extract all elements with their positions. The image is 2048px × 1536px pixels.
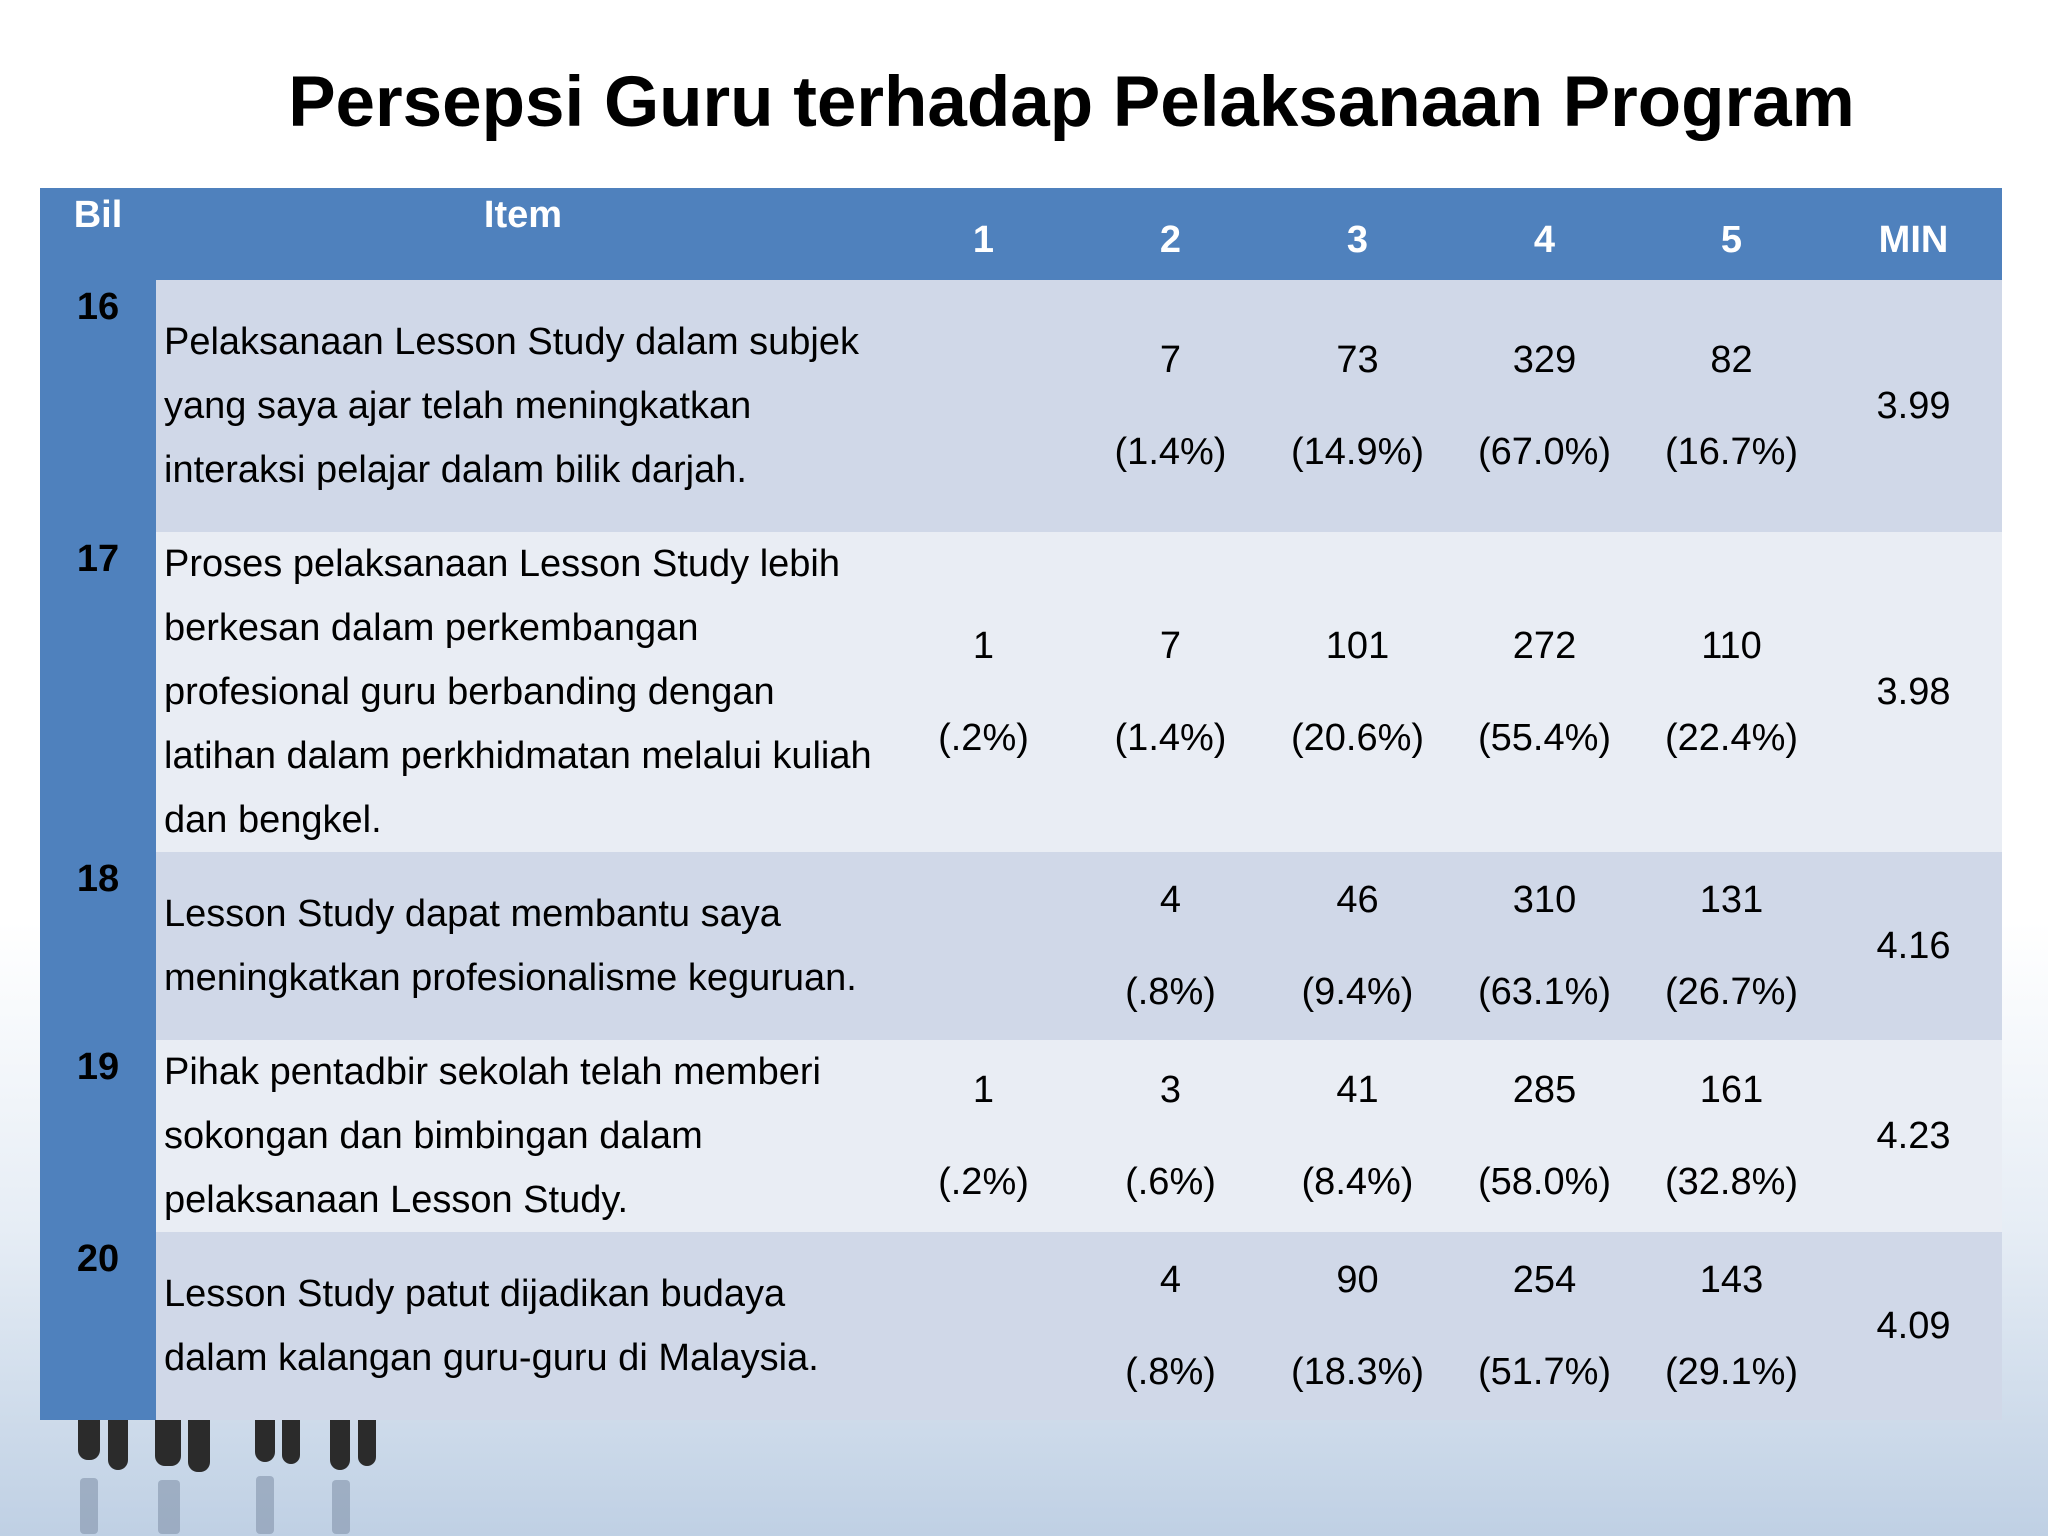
scale-5-cell <box>1638 852 1825 1040</box>
count-value: 3 <box>1159 1069 1182 1111</box>
percent-value: (9.4%) <box>1301 971 1414 1013</box>
header-scale-2: 2 <box>1077 188 1264 280</box>
scale-2-cell <box>1077 532 1264 852</box>
scale-2-cell <box>1077 1040 1264 1232</box>
scale-3-cell <box>1264 852 1451 1040</box>
count-value: 329 <box>1512 339 1577 381</box>
min-value: 4.23 <box>1825 1040 2002 1232</box>
percent-value: (18.3%) <box>1290 1351 1425 1393</box>
scale-2-cell <box>1077 852 1264 1040</box>
percent-value: (63.1%) <box>1477 971 1612 1013</box>
count-value: 272 <box>1512 625 1577 667</box>
scale-1-cell <box>890 280 1077 532</box>
table-row <box>40 280 2002 532</box>
percent-value: (32.8%) <box>1664 1161 1799 1203</box>
scale-5-cell <box>1638 280 1825 532</box>
count-value: 254 <box>1512 1259 1577 1301</box>
percent-value: (55.4%) <box>1477 717 1612 759</box>
count-value: 90 <box>1336 1259 1379 1301</box>
percent-value: (14.9%) <box>1290 431 1425 473</box>
scale-1-cell <box>890 532 1077 852</box>
count-value: 143 <box>1699 1259 1764 1301</box>
header-scale-5: 5 <box>1638 188 1825 280</box>
count-value: 82 <box>1710 339 1753 381</box>
table-row <box>40 532 2002 852</box>
row-number: 17 <box>40 532 156 852</box>
count-value: 131 <box>1699 879 1764 921</box>
header-scale-4: 4 <box>1451 188 1638 280</box>
scale-5-cell <box>1638 532 1825 852</box>
percent-value: (22.4%) <box>1664 717 1799 759</box>
row-number: 20 <box>40 1232 156 1420</box>
percent-value: (.2%) <box>938 717 1029 759</box>
scale-3-cell <box>1264 280 1451 532</box>
min-value: 4.16 <box>1825 852 2002 1040</box>
percent-value: (.8%) <box>1125 971 1216 1013</box>
header-scale-3: 3 <box>1264 188 1451 280</box>
count-value: 7 <box>1159 339 1182 381</box>
item-text: Lesson Study dapat membantu saya meningkatkan profesionalisme keguruan. <box>156 852 890 1040</box>
count-value: 4 <box>1159 1259 1182 1301</box>
percent-value: (.6%) <box>1125 1161 1216 1203</box>
scale-1-cell <box>890 1040 1077 1232</box>
scale-3-cell <box>1264 532 1451 852</box>
count-value: 1 <box>972 625 995 667</box>
scale-1-cell <box>890 852 1077 1040</box>
min-value: 3.99 <box>1825 280 2002 532</box>
table-row <box>40 1232 2002 1420</box>
item-text: Pihak pentadbir sekolah telah memberi sokongan dan bimbingan dalam pelaksanaan Lesson Study. <box>156 1040 890 1232</box>
scale-5-cell <box>1638 1040 1825 1232</box>
count-value: 161 <box>1699 1069 1764 1111</box>
count-value: 46 <box>1336 879 1379 921</box>
people-silhouettes-image <box>60 1400 400 1536</box>
scale-4-cell <box>1451 852 1638 1040</box>
table-header-row <box>40 188 2002 280</box>
row-number: 16 <box>40 280 156 532</box>
scale-3-cell <box>1264 1232 1451 1420</box>
scale-4-cell <box>1451 1232 1638 1420</box>
header-scale-1: 1 <box>890 188 1077 280</box>
percent-value: (16.7%) <box>1664 431 1799 473</box>
scale-2-cell <box>1077 1232 1264 1420</box>
count-value: 4 <box>1159 879 1182 921</box>
scale-2-cell <box>1077 280 1264 532</box>
table-row <box>40 1040 2002 1232</box>
percent-value: (67.0%) <box>1477 431 1612 473</box>
count-value: 310 <box>1512 879 1577 921</box>
header-item: Item <box>156 188 890 280</box>
count-value: 110 <box>1701 625 1762 667</box>
percent-value: (51.7%) <box>1477 1351 1612 1393</box>
percent-value: (.8%) <box>1125 1351 1216 1393</box>
item-text: Proses pelaksanaan Lesson Study lebih berkesan dalam perkembangan profesional guru berbanding dengan latihan dalam perkhidmatan melalui kuliah dan bengkel. <box>156 532 890 852</box>
count-value: 285 <box>1512 1069 1577 1111</box>
min-value: 4.09 <box>1825 1232 2002 1420</box>
header-bil: Bil <box>40 188 156 280</box>
table-row <box>40 852 2002 1040</box>
count-value: 1 <box>972 1069 995 1111</box>
percent-value: (26.7%) <box>1664 971 1799 1013</box>
scale-4-cell <box>1451 1040 1638 1232</box>
header-min: MIN <box>1825 188 2002 280</box>
percent-value: (29.1%) <box>1664 1351 1799 1393</box>
percent-value: (20.6%) <box>1290 717 1425 759</box>
scale-1-cell <box>890 1232 1077 1420</box>
scale-4-cell <box>1451 280 1638 532</box>
count-value: 101 <box>1325 625 1390 667</box>
percent-value: (.2%) <box>938 1161 1029 1203</box>
item-text: Lesson Study patut dijadikan budaya dalam kalangan guru-guru di Malaysia. <box>156 1232 890 1420</box>
percent-value: (1.4%) <box>1114 717 1227 759</box>
row-number: 18 <box>40 852 156 1040</box>
row-number: 19 <box>40 1040 156 1232</box>
min-value: 3.98 <box>1825 532 2002 852</box>
scale-3-cell <box>1264 1040 1451 1232</box>
percent-value: (1.4%) <box>1114 431 1227 473</box>
scale-5-cell <box>1638 1232 1825 1420</box>
scale-4-cell <box>1451 532 1638 852</box>
item-text: Pelaksanaan Lesson Study dalam subjek yang saya ajar telah meningkatkan interaksi pelajar dalam bilik darjah. <box>156 280 890 532</box>
count-value: 7 <box>1159 625 1182 667</box>
perception-table <box>40 188 2002 1420</box>
count-value: 73 <box>1336 339 1379 381</box>
percent-value: (8.4%) <box>1301 1161 1414 1203</box>
percent-value: (58.0%) <box>1477 1161 1612 1203</box>
count-value: 41 <box>1336 1069 1379 1111</box>
slide-title: Persepsi Guru terhadap Pelaksanaan Program <box>288 63 1855 142</box>
